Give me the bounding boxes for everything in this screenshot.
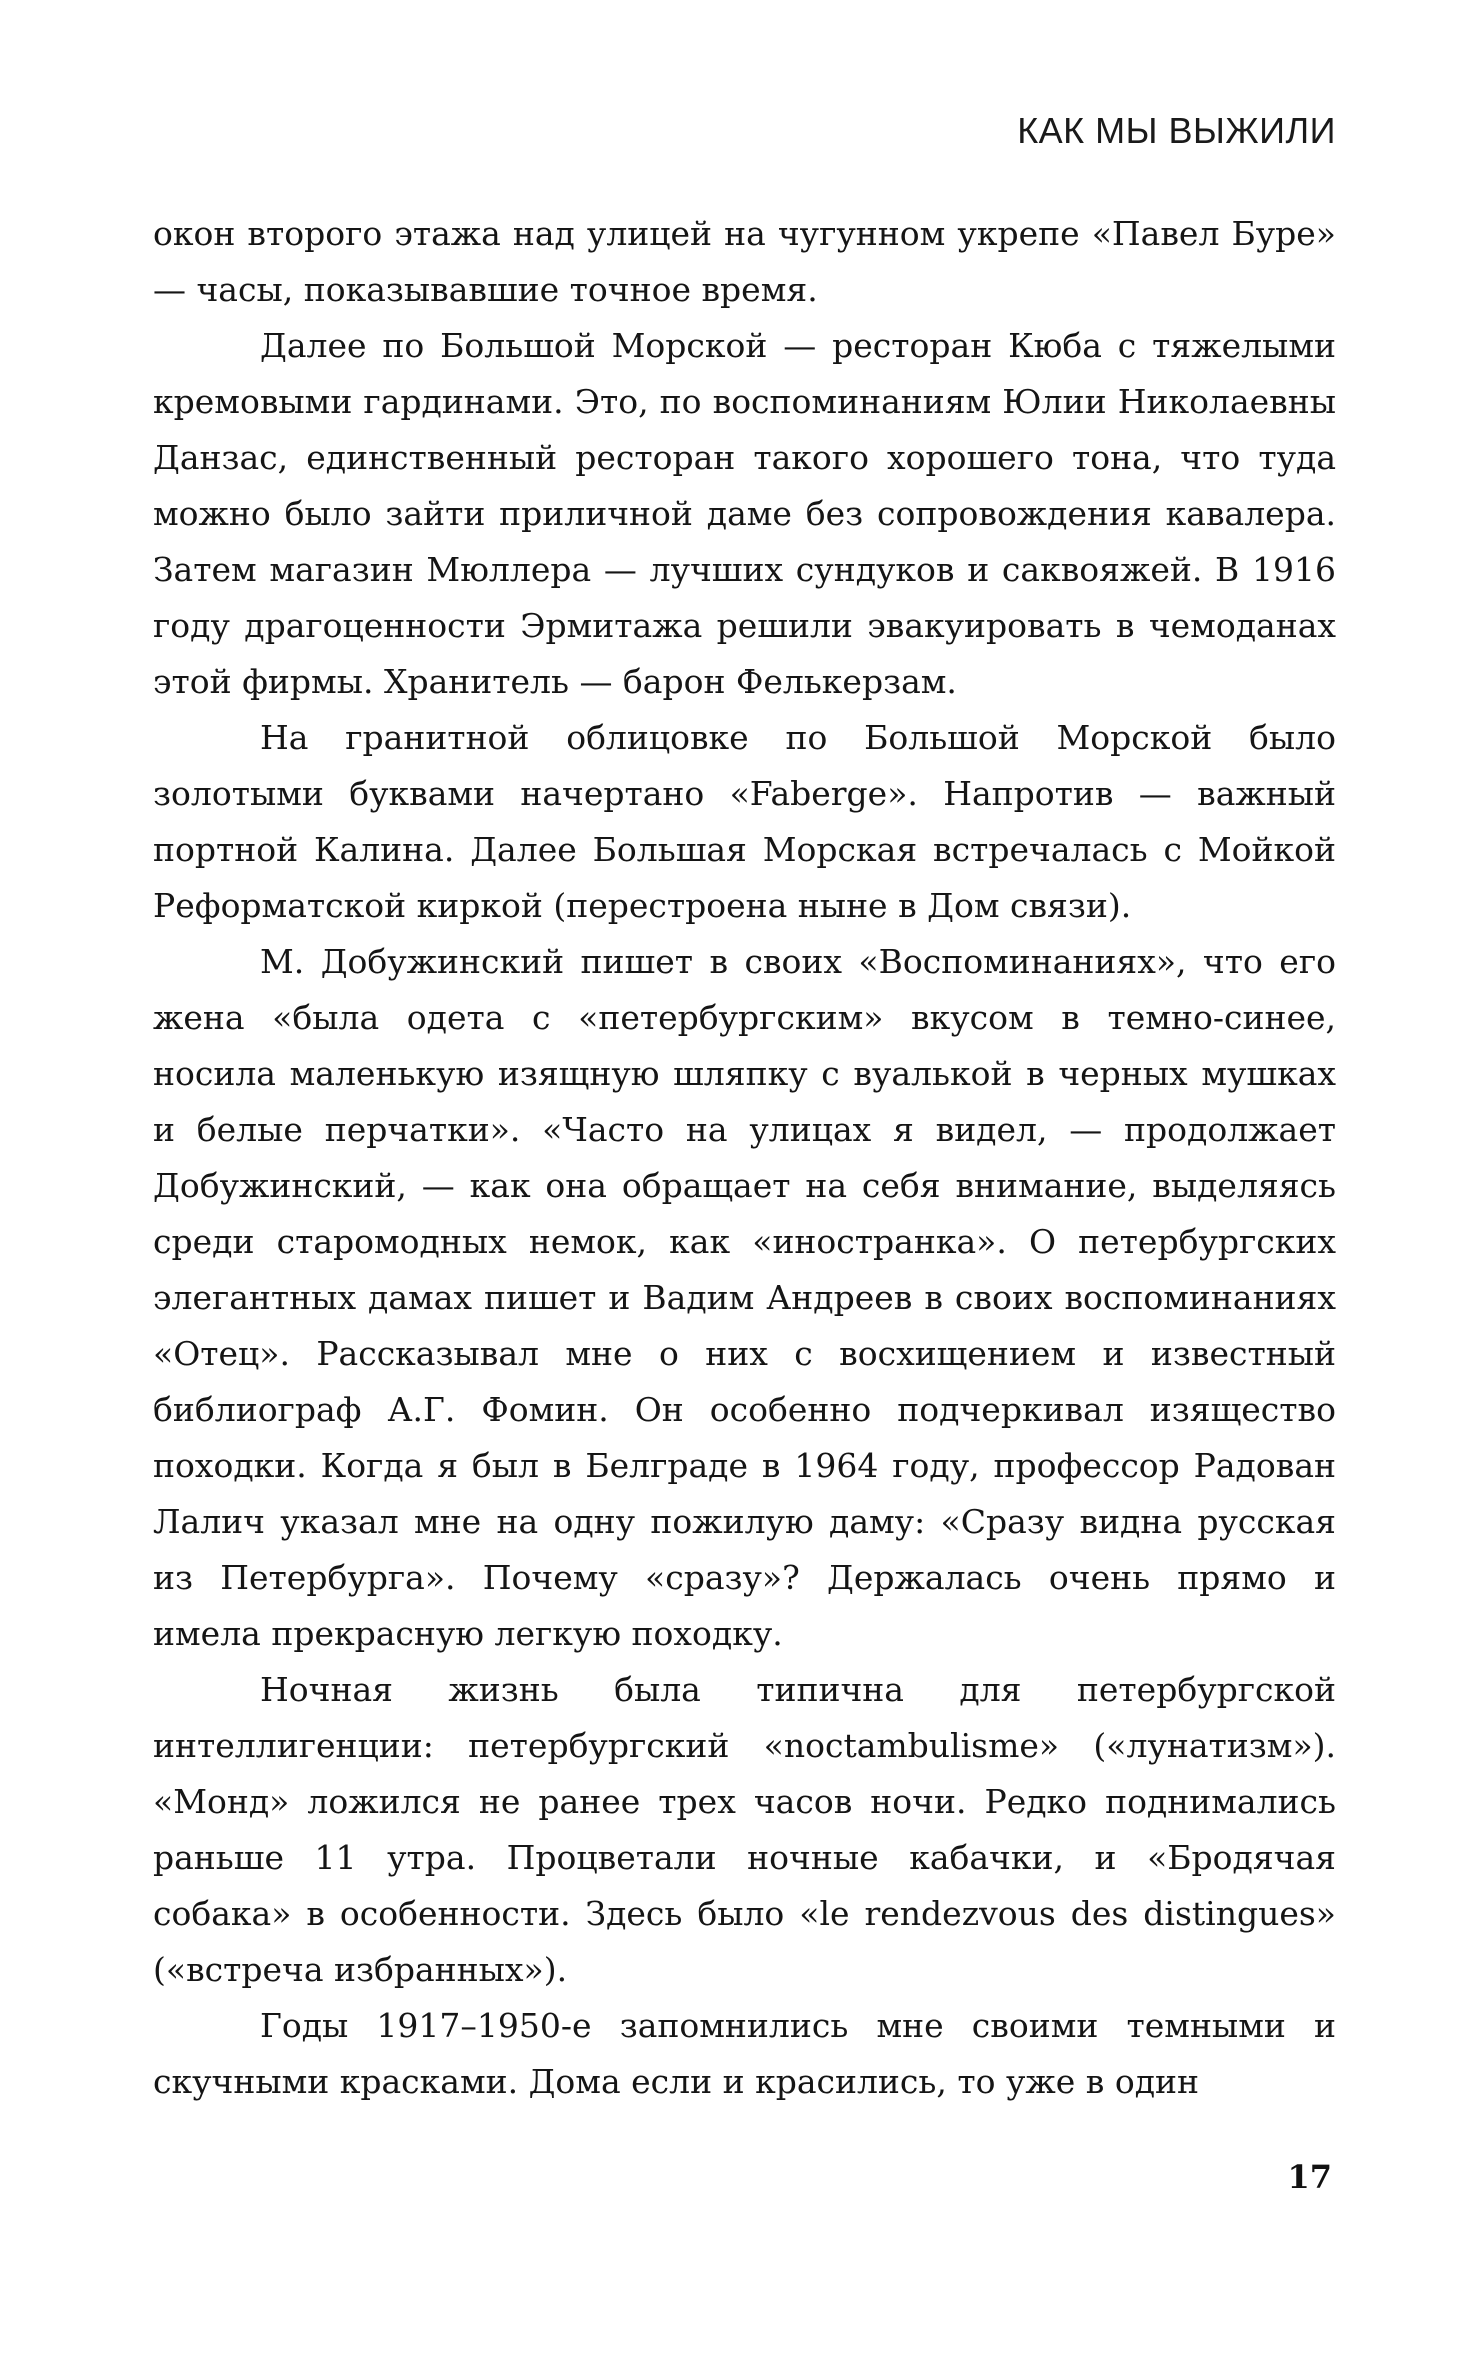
page-number: 17 (1287, 2158, 1332, 2196)
running-head: КАК МЫ ВЫЖИЛИ (1017, 110, 1336, 151)
body-text (153, 206, 1336, 2110)
paragraph: Годы 1917–1950-е запомнились мне своими темными и скучными красками. Дома если и красились, то уже в один (153, 2006, 1336, 2101)
paragraph: М. Добужинский пишет в своих «Воспоминаниях», что его жена «была одета с «петербургским» вкусом в темно-синее, носила маленькую изящную шляпку с вуалькой в черных мушках и белые перчатки». «Часто на улицах я видел, — продолжает Добужинский, — как она обращает на себя внимание, выделяясь среди старомодных немок, как «иностранка». О петербургских элегантных дамах пишет и Вадим Андреев в своих воспоминаниях «Отец». Рассказывал мне о них с восхищением и известный библиограф А.Г. Фомин. Он особенно подчеркивал изящество походки. Когда я был в Белграде в 1964 году, профессор Радован Лалич указал мне на одну пожилую даму: «Сразу видна русская из Петербурга». Почему «сразу»? Держалась очень прямо и имела прекрасную легкую походку. (153, 942, 1336, 1653)
paragraph-continued: окон второго этажа над улицей на чугунном укрепе «Павел Буре» — часы, показывавшие точное время. (153, 214, 1336, 309)
paragraph: Далее по Большой Морской — ресторан Кюба с тяжелыми кремовыми гардинами. Это, по воспоминаниям Юлии Николаевны Данзас, единственный ресторан такого хорошего тона, что туда можно было зайти приличной даме без сопровождения кавалера. Затем магазин Мюллера — лучших сундуков и саквояжей. В 1916 году драгоценности Эрмитажа решили эвакуировать в чемоданах этой фирмы. Хранитель — барон Фелькерзам. (153, 326, 1336, 701)
paragraph: На гранитной облицовке по Большой Морской было золотыми буквами начертано «Faberge». Напротив — важный портной Калина. Далее Большая Морская встречалась с Мойкой Реформатской киркой (перестроена ныне в Дом связи). (153, 718, 1336, 925)
paragraph: Ночная жизнь была типична для петербургской интеллигенции: петербургский «noctambulisme» («лунатизм»). «Монд» ложился не ранее трех часов ночи. Редко поднимались раньше 11 утра. Процветали ночные кабачки, и «Бродячая собака» в особенности. Здесь было «le rendezvous des distingues» («встреча избранных»). (153, 1670, 1336, 1989)
